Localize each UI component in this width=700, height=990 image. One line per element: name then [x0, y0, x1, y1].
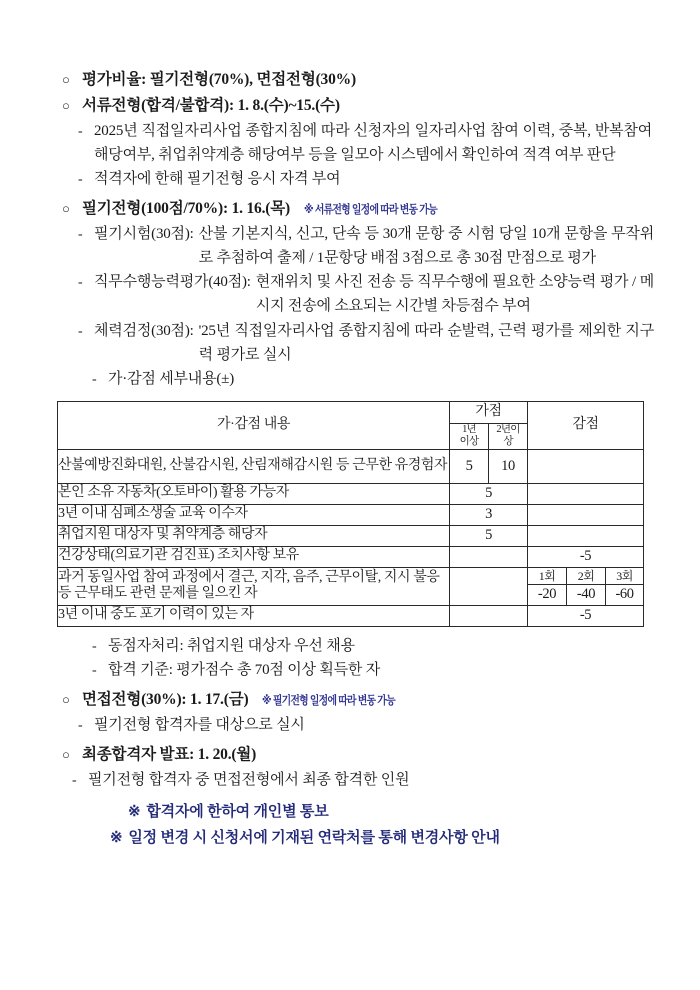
row-minus-value: -5	[528, 546, 644, 567]
table-row	[58, 567, 644, 584]
list-item-text: 가·감점 세부내용(±)	[108, 371, 234, 388]
row-minus-value	[528, 483, 644, 504]
bullet-circle-icon: ○	[62, 98, 70, 114]
row-description: 본인 소유 자동차(오토바이) 활용 가능자	[58, 483, 450, 504]
bullet-dash-icon: -	[92, 638, 97, 654]
list-item	[0, 168, 700, 192]
bullet-circle-icon: ○	[62, 72, 70, 87]
row-plus-value	[450, 605, 528, 626]
bullet-circle-icon: ○	[62, 692, 70, 708]
reference-mark-icon: ※	[110, 830, 123, 847]
notice-text: 합격자에 한하여 개인별 통보	[146, 804, 329, 821]
section-written-exam	[0, 197, 700, 221]
list-item	[0, 769, 700, 793]
subheader-year2: 2년이 상	[489, 423, 528, 449]
section-evaluation-ratio-text: 평가비율: 필기전형(70%), 면접전형(30%)	[82, 71, 356, 88]
table-row	[58, 546, 644, 567]
list-item-text: 적격자에 한해 필기전형 응시 자격 부여	[94, 171, 341, 188]
row-plus-value: 3	[450, 504, 528, 525]
table-header-minus: 감점	[528, 401, 644, 449]
row-minus-value-1: -20	[528, 584, 567, 605]
job-ability-label: 직무수행능력평가(40점):	[94, 274, 251, 291]
row-plus-value	[450, 567, 528, 605]
bullet-circle-icon: ○	[62, 201, 70, 217]
list-item	[0, 120, 700, 167]
bullet-dash-icon: -	[78, 275, 83, 291]
bullet-dash-icon: -	[78, 718, 83, 734]
section-written-exam-text: 필기전형(100점/70%): 1. 16.(목)	[82, 200, 290, 218]
list-item-bonus-penalty-detail	[0, 368, 700, 392]
list-item-text: 필기전형 합격자를 대상으로 실시	[94, 717, 305, 734]
subheader-count1: 1회	[528, 567, 567, 584]
table-header-row	[58, 401, 644, 423]
list-item-text: 합격 기준: 평가점수 총 70점 이상 획득한 자	[108, 662, 381, 679]
schedule-change-note: ※ 필기전형 일정에 따라 변동 가능	[262, 695, 396, 708]
row-plus-value-year2: 10	[489, 449, 528, 483]
section-document-screening-text: 서류전형(합격/불합격): 1. 8.(수)~15.(수)	[82, 97, 340, 115]
fitness-test-label: 체력검정(30점):	[94, 322, 194, 339]
row-minus-value: -5	[528, 605, 644, 626]
bullet-dash-icon: -	[78, 323, 83, 339]
row-minus-value	[528, 449, 644, 483]
bullet-dash-icon: -	[92, 663, 97, 679]
table-row	[58, 449, 644, 483]
bullet-circle-icon: ○	[62, 746, 70, 762]
bullet-dash-icon: -	[78, 124, 83, 140]
row-plus-value	[450, 546, 528, 567]
bonus-penalty-table-wrap	[0, 401, 700, 627]
section-evaluation-ratio	[0, 68, 700, 92]
reference-mark-icon: ※	[128, 804, 141, 821]
row-minus-value-3: -60	[606, 584, 644, 605]
notice-schedule-change	[0, 826, 700, 850]
document-body	[0, 68, 700, 852]
table-row	[58, 504, 644, 525]
row-plus-value: 5	[450, 483, 528, 504]
bonus-penalty-table	[57, 401, 644, 627]
subheader-count3: 3회	[606, 567, 644, 584]
section-interview	[0, 688, 700, 712]
table-row	[58, 525, 644, 546]
list-item-text: 동점자처리: 취업지원 대상자 우선 채용	[108, 637, 355, 654]
table-header-plus: 가점	[450, 401, 528, 423]
section-interview-text: 면접전형(30%): 1. 17.(금)	[82, 691, 249, 709]
bullet-dash-icon: -	[72, 772, 77, 788]
list-item-fitness-test	[0, 320, 700, 367]
list-item-job-ability-test	[0, 271, 700, 318]
row-plus-value: 5	[450, 525, 528, 546]
list-item	[0, 714, 700, 738]
row-minus-value	[528, 504, 644, 525]
schedule-change-note: ※ 서류전형 일정에 따라 변동 가능	[303, 204, 437, 217]
list-item-tiebreaker	[0, 635, 700, 659]
list-item-written-test	[0, 223, 700, 270]
row-minus-value-2: -40	[567, 584, 606, 605]
job-ability-description: 현재위치 및 사진 전송 등 직무수행에 필요한 소양능력 평가 / 메시지 전송에 소요되는 시간별 차등점수 부여	[255, 274, 654, 315]
bullet-dash-icon: -	[78, 172, 83, 188]
list-item-text: 2025년 직접일자리사업 종합지침에 따라 신청자의 일자리사업 참여 이력, 중복, 반복참여 해당여부, 취업취약계층 해당여부 등을 일모아 시스템에서 확인하여 적격 여부 판단	[94, 123, 652, 163]
fitness-test-description: '25년 직접일자리사업 종합지침에 따라 순발력, 근력 평가를 제외한 지구력 평가로 실시	[198, 322, 654, 363]
row-description: 취업지원 대상자 및 취약계층 해당자	[58, 525, 450, 546]
list-item-text: 필기전형 합격자 중 면접전형에서 최종 합격한 인원	[88, 771, 410, 788]
list-item-pass-criteria	[0, 659, 700, 683]
row-description: 과거 동일사업 참여 과정에서 결근, 지각, 음주, 근무이탈, 지시 불응 등 근무태도 관련 문제를 일으킨 자	[58, 567, 450, 605]
row-minus-value	[528, 525, 644, 546]
notice-individual-announcement	[0, 800, 700, 824]
row-description: 3년 이내 중도 포기 이력이 있는 자	[58, 605, 450, 626]
table-row	[58, 605, 644, 626]
section-final-result-text: 최종합격자 발표: 1. 20.(월)	[82, 745, 257, 763]
row-description: 산불예방진화대원, 산불감시원, 산림재해감시원 등 근무한 유경험자	[58, 449, 450, 483]
notice-text: 일정 변경 시 신청서에 기재된 연락처를 통해 변경사항 안내	[128, 830, 500, 847]
written-test-label: 필기시험(30점):	[94, 226, 194, 243]
row-description: 3년 이내 심폐소생술 교육 이수자	[58, 504, 450, 525]
section-final-result	[0, 743, 700, 767]
row-description: 건강상태(의료기관 검진표) 조치사항 보유	[58, 546, 450, 567]
subheader-count2: 2회	[567, 567, 606, 584]
table-header-content: 가·감점 내용	[58, 401, 450, 449]
subheader-year1: 1년 이상	[450, 423, 489, 449]
bullet-dash-icon: -	[78, 227, 83, 243]
bullet-dash-icon: -	[92, 372, 97, 388]
section-document-screening	[0, 94, 700, 118]
row-plus-value-year1: 5	[450, 449, 489, 483]
written-test-description: 산불 기본지식, 신고, 단속 등 30개 문항 중 시험 당일 10개 문항을 무작위로 추첨하여 출제 / 1문항당 배점 3점으로 총 30점 만점으로 평가	[198, 226, 654, 266]
table-row	[58, 483, 644, 504]
